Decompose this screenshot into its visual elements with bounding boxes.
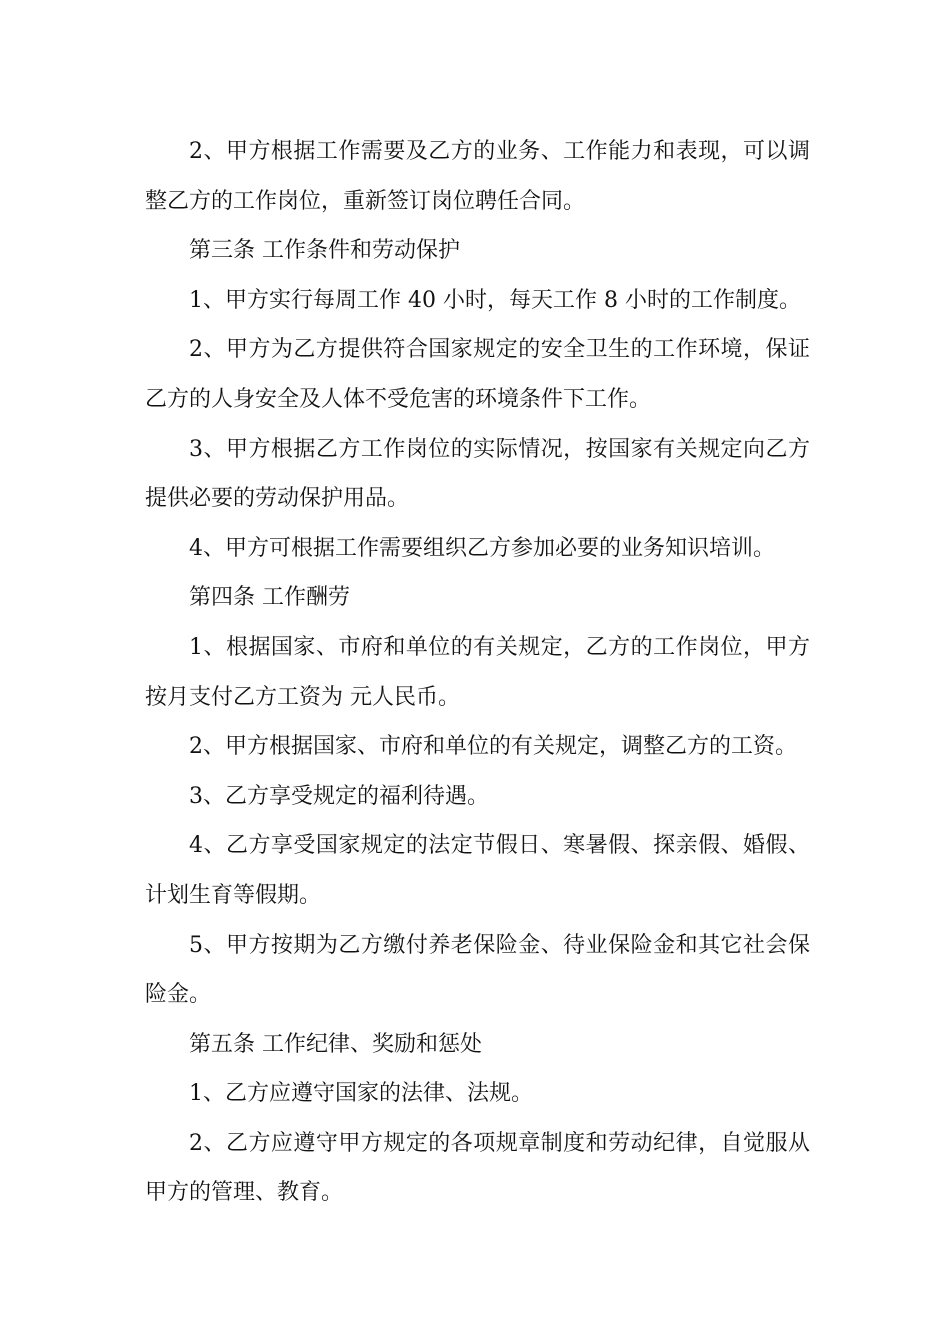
article-4-heading: 第四条 工作酬劳 [189, 585, 350, 611]
article-3-heading: 第三条 工作条件和劳动保护 [189, 238, 460, 264]
document-body [145, 127, 810, 1218]
paragraph-obey-laws: 1、乙方应遵守国家的法律、法规。 [189, 1081, 533, 1107]
paragraph-salary-adjustment: 2、甲方根据国家、市府和单位的有关规定，调整乙方的工资。 [189, 734, 797, 760]
paragraph-protective-equipment: 3、甲方根据乙方工作岗位的实际情况，按国家有关规定向乙方提供必要的劳动保护用品。 [145, 436, 810, 512]
paragraph-insurance: 5、甲方按期为乙方缴付养老保险金、待业保险金和其它社会保险金。 [145, 932, 810, 1008]
paragraph-obey-rules: 2、乙方应遵守甲方规定的各项规章制度和劳动纪律，自觉服从甲方的管理、教育。 [145, 1130, 810, 1206]
paragraph-monthly-salary: 1、根据国家、市府和单位的有关规定，乙方的工作岗位，甲方按月支付乙方工资为 元人民币。 [145, 634, 810, 710]
paragraph-holidays: 4、乙方享受国家规定的法定节假日、寒暑假、探亲假、婚假、计划生育等假期。 [145, 833, 810, 908]
article-5-heading: 第五条 工作纪律、奖励和惩处 [189, 1031, 482, 1057]
paragraph-training: 4、甲方可根据工作需要组织乙方参加必要的业务知识培训。 [189, 535, 775, 561]
paragraph-working-hours: 1、甲方实行每周工作 40 小时，每天工作 8 小时的工作制度。 [189, 287, 801, 313]
paragraph-welfare: 3、乙方享受规定的福利待遇。 [189, 783, 489, 809]
paragraph-2-adjust-position: 2、甲方根据工作需要及乙方的业务、工作能力和表现，可以调整乙方的工作岗位，重新签订岗位聘任合同。 [145, 139, 810, 214]
paragraph-safe-environment: 2、甲方为乙方提供符合国家规定的安全卫生的工作环境，保证乙方的人身安全及人体不受危害的环境条件下工作。 [145, 337, 810, 412]
